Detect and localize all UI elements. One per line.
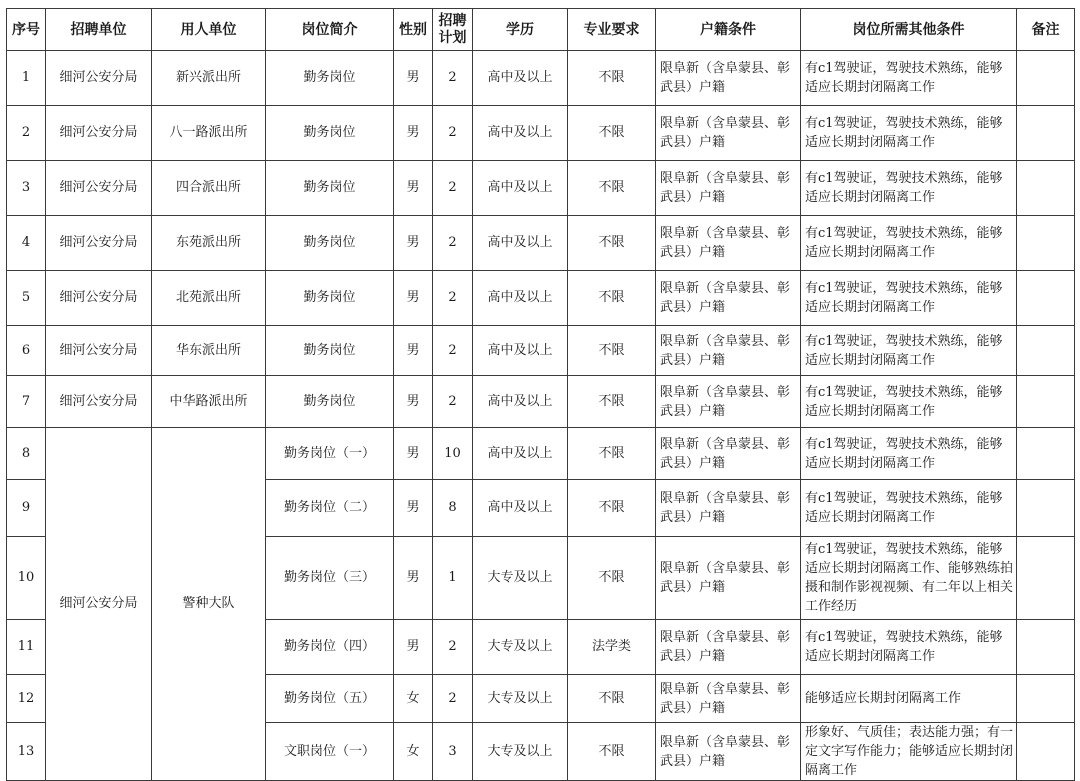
cell-employer: 新兴派出所 — [152, 51, 266, 106]
merged-employer-cell: 警种大队 — [152, 428, 266, 781]
cell-position: 勤务岗位 — [266, 106, 394, 161]
cell-seq: 6 — [7, 326, 46, 376]
cell-hukou: 限阜新（含阜蒙县、彰武县）户籍 — [656, 537, 801, 620]
cell-plan: 2 — [433, 271, 473, 326]
table-row — [7, 326, 1075, 376]
cell-plan: 2 — [433, 106, 473, 161]
cell-education: 高中及以上 — [473, 480, 568, 537]
cell-seq: 8 — [7, 428, 46, 480]
recruitment-table — [6, 8, 1075, 781]
cell-education: 高中及以上 — [473, 51, 568, 106]
cell-seq: 3 — [7, 161, 46, 216]
cell-position: 勤务岗位（二） — [266, 480, 394, 537]
table-row — [7, 428, 1075, 480]
cell-seq: 9 — [7, 480, 46, 537]
cell-education: 高中及以上 — [473, 216, 568, 271]
cell-note — [1017, 216, 1075, 271]
header-plan: 招聘 计划 — [433, 9, 473, 51]
cell-note — [1017, 620, 1075, 675]
cell-plan: 8 — [433, 480, 473, 537]
table-row — [7, 376, 1075, 428]
cell-note — [1017, 271, 1075, 326]
cell-major: 不限 — [568, 723, 656, 781]
cell-hukou: 限阜新（含阜蒙县、彰武县）户籍 — [656, 723, 801, 781]
cell-note — [1017, 106, 1075, 161]
cell-major: 不限 — [568, 675, 656, 723]
cell-gender: 男 — [394, 51, 433, 106]
cell-other: 有c1驾驶证，驾驶技术熟练，能够适应长期封闭隔离工作 — [801, 216, 1017, 271]
header-seq: 序号 — [7, 9, 46, 51]
header-position: 岗位简介 — [266, 9, 394, 51]
cell-position: 勤务岗位 — [266, 326, 394, 376]
cell-major: 不限 — [568, 216, 656, 271]
cell-note — [1017, 537, 1075, 620]
cell-position: 勤务岗位 — [266, 271, 394, 326]
cell-major: 不限 — [568, 161, 656, 216]
cell-education: 大专及以上 — [473, 620, 568, 675]
cell-plan: 10 — [433, 428, 473, 480]
cell-hukou: 限阜新（含阜蒙县、彰武县）户籍 — [656, 376, 801, 428]
header-employer: 用人单位 — [152, 9, 266, 51]
table-row — [7, 271, 1075, 326]
table-body — [7, 51, 1075, 781]
cell-seq: 7 — [7, 376, 46, 428]
cell-employer: 华东派出所 — [152, 326, 266, 376]
table-row — [7, 106, 1075, 161]
cell-gender: 男 — [394, 161, 433, 216]
cell-plan: 3 — [433, 723, 473, 781]
cell-other: 能够适应长期封闭隔离工作 — [801, 675, 1017, 723]
cell-plan: 2 — [433, 326, 473, 376]
header-hukou: 户籍条件 — [656, 9, 801, 51]
cell-employer: 四合派出所 — [152, 161, 266, 216]
cell-seq: 11 — [7, 620, 46, 675]
cell-recruit-unit: 细河公安分局 — [46, 161, 152, 216]
cell-hukou: 限阜新（含阜蒙县、彰武县）户籍 — [656, 271, 801, 326]
cell-education: 大专及以上 — [473, 723, 568, 781]
cell-hukou: 限阜新（含阜蒙县、彰武县）户籍 — [656, 675, 801, 723]
cell-major: 不限 — [568, 326, 656, 376]
cell-position: 勤务岗位 — [266, 51, 394, 106]
cell-note — [1017, 51, 1075, 106]
cell-note — [1017, 326, 1075, 376]
cell-gender: 男 — [394, 376, 433, 428]
table-row — [7, 216, 1075, 271]
cell-plan: 1 — [433, 537, 473, 620]
cell-other: 有c1驾驶证，驾驶技术熟练，能够适应长期封闭隔离工作 — [801, 376, 1017, 428]
cell-gender: 男 — [394, 216, 433, 271]
cell-recruit-unit: 细河公安分局 — [46, 216, 152, 271]
cell-hukou: 限阜新（含阜蒙县、彰武县）户籍 — [656, 216, 801, 271]
cell-gender: 男 — [394, 620, 433, 675]
cell-gender: 女 — [394, 723, 433, 781]
cell-note — [1017, 428, 1075, 480]
cell-recruit-unit: 细河公安分局 — [46, 271, 152, 326]
cell-plan: 2 — [433, 51, 473, 106]
cell-hukou: 限阜新（含阜蒙县、彰武县）户籍 — [656, 428, 801, 480]
header-recruit-unit: 招聘单位 — [46, 9, 152, 51]
cell-employer: 北苑派出所 — [152, 271, 266, 326]
cell-position: 勤务岗位 — [266, 161, 394, 216]
cell-hukou: 限阜新（含阜蒙县、彰武县）户籍 — [656, 51, 801, 106]
cell-education: 高中及以上 — [473, 161, 568, 216]
cell-other: 有c1驾驶证，驾驶技术熟练，能够适应长期封闭隔离工作 — [801, 161, 1017, 216]
cell-employer: 中华路派出所 — [152, 376, 266, 428]
cell-hukou: 限阜新（含阜蒙县、彰武县）户籍 — [656, 106, 801, 161]
cell-plan: 2 — [433, 675, 473, 723]
cell-plan: 2 — [433, 216, 473, 271]
header-major: 专业要求 — [568, 9, 656, 51]
cell-gender: 男 — [394, 106, 433, 161]
cell-plan: 2 — [433, 376, 473, 428]
cell-hukou: 限阜新（含阜蒙县、彰武县）户籍 — [656, 326, 801, 376]
cell-recruit-unit: 细河公安分局 — [46, 51, 152, 106]
cell-recruit-unit: 细河公安分局 — [46, 106, 152, 161]
cell-other: 有c1驾驶证，驾驶技术熟练，能够适应长期封闭隔离工作 — [801, 51, 1017, 106]
cell-plan: 2 — [433, 620, 473, 675]
cell-major: 不限 — [568, 537, 656, 620]
cell-note — [1017, 480, 1075, 537]
cell-seq: 1 — [7, 51, 46, 106]
cell-seq: 2 — [7, 106, 46, 161]
cell-major: 不限 — [568, 271, 656, 326]
cell-major: 不限 — [568, 480, 656, 537]
cell-position: 勤务岗位 — [266, 216, 394, 271]
cell-position: 勤务岗位（五） — [266, 675, 394, 723]
cell-major: 不限 — [568, 51, 656, 106]
cell-gender: 男 — [394, 428, 433, 480]
cell-other: 有c1驾驶证，驾驶技术熟练，能够适应长期封闭隔离工作 — [801, 428, 1017, 480]
cell-seq: 5 — [7, 271, 46, 326]
header-gender: 性别 — [394, 9, 433, 51]
cell-position: 勤务岗位 — [266, 376, 394, 428]
cell-other: 有c1驾驶证，驾驶技术熟练，能够适应长期封闭隔离工作 — [801, 106, 1017, 161]
cell-major: 不限 — [568, 428, 656, 480]
cell-other: 有c1驾驶证，驾驶技术熟练，能够适应长期封闭隔离工作 — [801, 620, 1017, 675]
cell-note — [1017, 376, 1075, 428]
cell-education: 高中及以上 — [473, 428, 568, 480]
cell-seq: 4 — [7, 216, 46, 271]
cell-education: 高中及以上 — [473, 326, 568, 376]
cell-major: 不限 — [568, 376, 656, 428]
header-education: 学历 — [473, 9, 568, 51]
cell-other: 有c1驾驶证，驾驶技术熟练，能够适应长期封闭隔离工作 — [801, 480, 1017, 537]
cell-hukou: 限阜新（含阜蒙县、彰武县）户籍 — [656, 620, 801, 675]
cell-gender: 男 — [394, 480, 433, 537]
header-other: 岗位所需其他条件 — [801, 9, 1017, 51]
cell-note — [1017, 723, 1075, 781]
cell-major: 不限 — [568, 106, 656, 161]
cell-education: 大专及以上 — [473, 537, 568, 620]
cell-gender: 女 — [394, 675, 433, 723]
cell-hukou: 限阜新（含阜蒙县、彰武县）户籍 — [656, 161, 801, 216]
cell-plan: 2 — [433, 161, 473, 216]
cell-recruit-unit: 细河公安分局 — [46, 376, 152, 428]
cell-other: 形象好、气质佳；表达能力强；有一定文字写作能力；能够适应长期封闭隔离工作 — [801, 723, 1017, 781]
cell-education: 高中及以上 — [473, 376, 568, 428]
cell-other: 有c1驾驶证，驾驶技术熟练，能够适应长期封闭隔离工作 — [801, 326, 1017, 376]
cell-seq: 13 — [7, 723, 46, 781]
cell-education: 高中及以上 — [473, 106, 568, 161]
cell-hukou: 限阜新（含阜蒙县、彰武县）户籍 — [656, 480, 801, 537]
cell-position: 文职岗位（一） — [266, 723, 394, 781]
cell-other: 有c1驾驶证，驾驶技术熟练，能够适应长期封闭隔离工作 — [801, 271, 1017, 326]
cell-employer: 东苑派出所 — [152, 216, 266, 271]
cell-education: 大专及以上 — [473, 675, 568, 723]
cell-employer: 八一路派出所 — [152, 106, 266, 161]
cell-recruit-unit: 细河公安分局 — [46, 326, 152, 376]
merged-recruit-unit-cell: 细河公安分局 — [46, 428, 152, 781]
cell-seq: 12 — [7, 675, 46, 723]
cell-note — [1017, 675, 1075, 723]
cell-position: 勤务岗位（一） — [266, 428, 394, 480]
cell-gender: 男 — [394, 271, 433, 326]
table-row — [7, 161, 1075, 216]
cell-gender: 男 — [394, 537, 433, 620]
header-row — [7, 9, 1075, 51]
cell-major: 法学类 — [568, 620, 656, 675]
cell-education: 高中及以上 — [473, 271, 568, 326]
table-row — [7, 51, 1075, 106]
cell-note — [1017, 161, 1075, 216]
cell-position: 勤务岗位（三） — [266, 537, 394, 620]
header-note: 备注 — [1017, 9, 1075, 51]
cell-gender: 男 — [394, 326, 433, 376]
cell-other: 有c1驾驶证，驾驶技术熟练，能够适应长期封闭隔离工作、能够熟练拍摄和制作影视视频、有二年以上相关工作经历 — [801, 537, 1017, 620]
cell-position: 勤务岗位（四） — [266, 620, 394, 675]
cell-seq: 10 — [7, 537, 46, 620]
